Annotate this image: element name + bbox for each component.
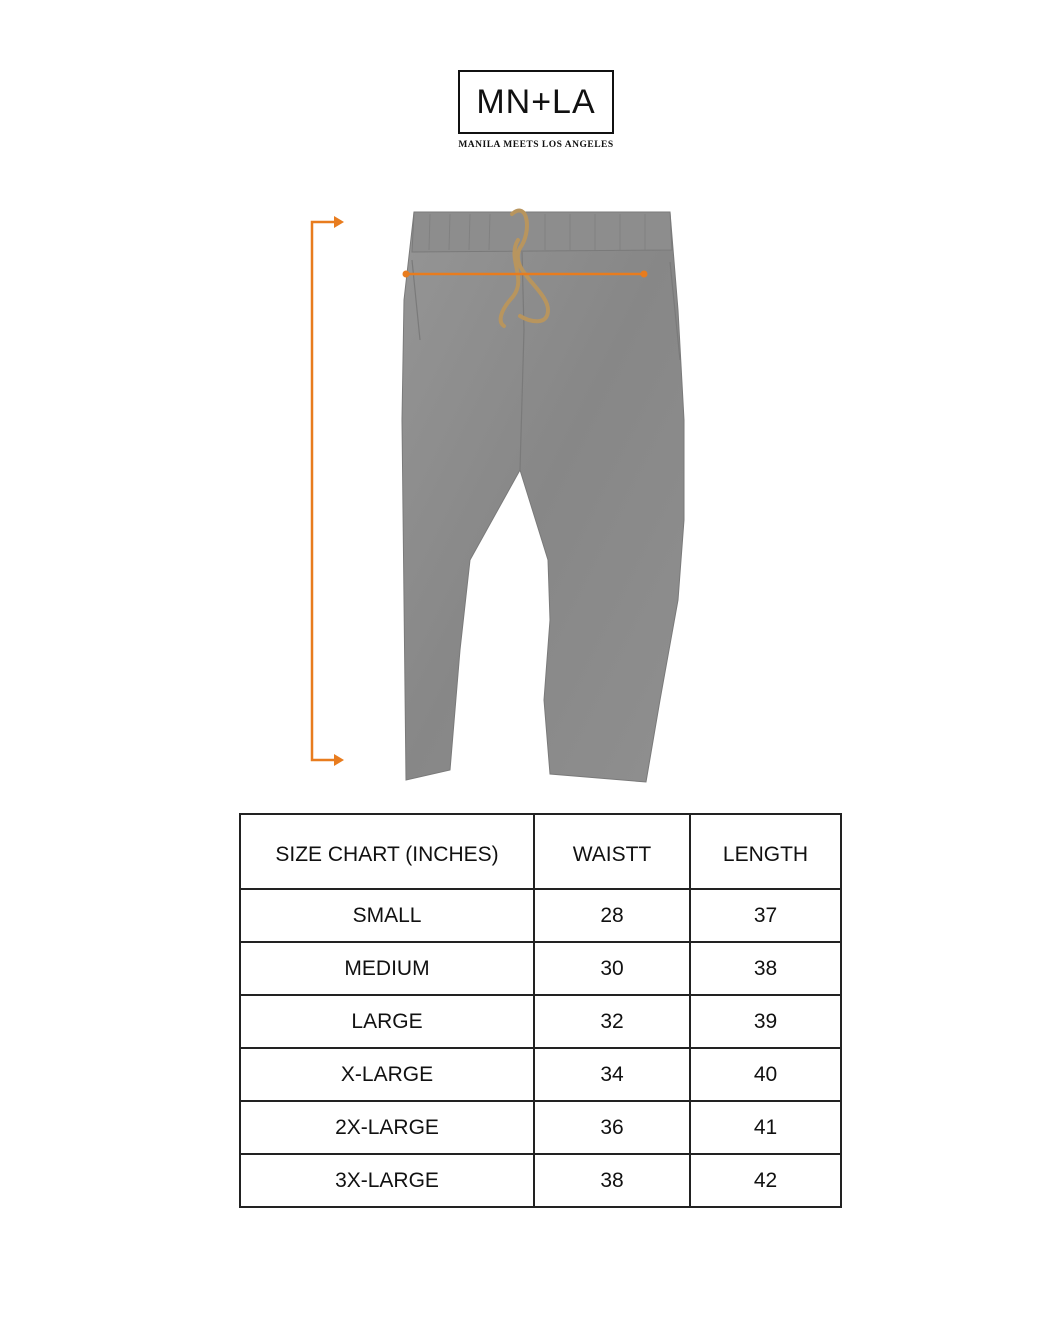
table-row: [240, 1154, 841, 1207]
table-row: [240, 1101, 841, 1154]
size-cell: MEDIUM: [240, 942, 534, 995]
table-header-row: [240, 814, 841, 889]
size-cell: 3X-LARGE: [240, 1154, 534, 1207]
waist-measure-dot-left: [403, 271, 410, 278]
size-cell: SMALL: [240, 889, 534, 942]
waist-cell: 28: [534, 889, 690, 942]
length-cell: 39: [690, 995, 841, 1048]
waist-cell: 36: [534, 1101, 690, 1154]
length-cell: 38: [690, 942, 841, 995]
length-cell: 37: [690, 889, 841, 942]
waistband: [412, 212, 672, 252]
length-cell: 40: [690, 1048, 841, 1101]
waist-cell: 34: [534, 1048, 690, 1101]
waist-cell: 32: [534, 995, 690, 1048]
logo-text: MN+LA: [476, 82, 596, 121]
waist-cell: 38: [534, 1154, 690, 1207]
header-size-chart: SIZE CHART (INCHES): [240, 814, 534, 889]
length-arrow-top: [334, 216, 344, 228]
size-cell: LARGE: [240, 995, 534, 1048]
size-chart-table: [239, 813, 842, 1208]
table-row: [240, 942, 841, 995]
logo-tagline: MANILA MEETS LOS ANGELES: [458, 140, 614, 150]
size-cell: 2X-LARGE: [240, 1101, 534, 1154]
length-cell: 41: [690, 1101, 841, 1154]
length-cell: 42: [690, 1154, 841, 1207]
table-row: [240, 889, 841, 942]
header-waist: WAISTT: [534, 814, 690, 889]
waist-cell: 30: [534, 942, 690, 995]
size-cell: X-LARGE: [240, 1048, 534, 1101]
length-measure-line: [312, 222, 340, 760]
table-row: [240, 1048, 841, 1101]
table-row: [240, 995, 841, 1048]
length-arrow-bottom: [334, 754, 344, 766]
waist-measure-dot-right: [641, 271, 648, 278]
header-length: LENGTH: [690, 814, 841, 889]
